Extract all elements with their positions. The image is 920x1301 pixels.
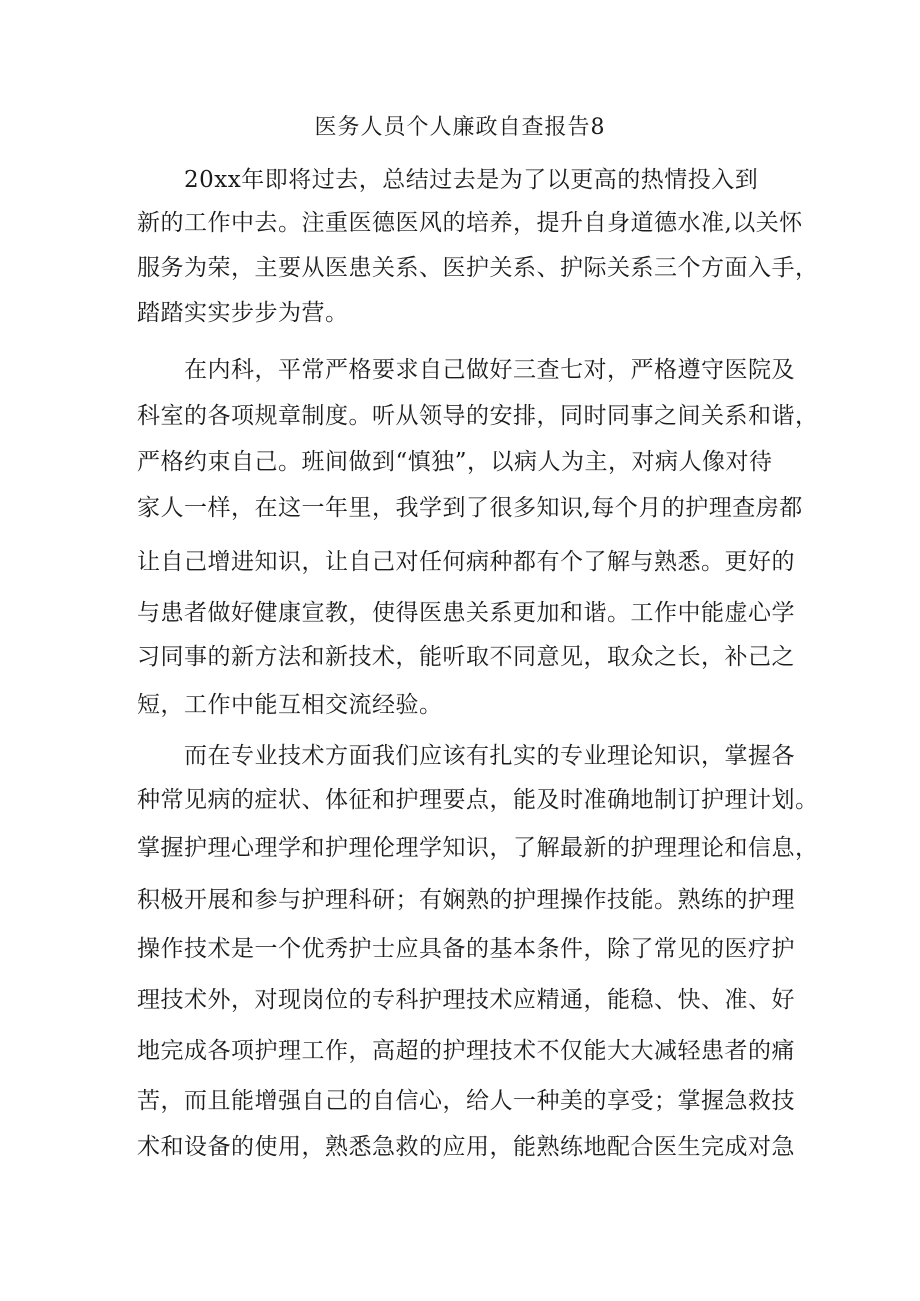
paragraph-3-line-1: 而在专业技术方面我们应该有扎实的专业理论知识，掌握各 bbox=[184, 743, 795, 769]
paragraph-1-line-1: 20xx年即将过去，总结过去是为了以更高的热情投入到 bbox=[184, 167, 759, 193]
paragraph-1-line-3: 服务为荣，主要从医患关系、医护关系、护际关系三个方面入手， bbox=[137, 255, 819, 281]
paragraph-1-line-4: 踏踏实实步步为营。 bbox=[137, 300, 349, 326]
paragraph-2-line-5: 让自己增进知识，让自己对任何病种都有个了解与熟悉。更好的 bbox=[137, 549, 795, 575]
paragraph-3-line-8: 苦，而且能增强自己的自信心，给人一种美的享受；掌握急救技 bbox=[137, 1088, 795, 1114]
paragraph-3-line-5: 操作技术是一个优秀护士应具备的基本条件，除了常见的医疗护 bbox=[137, 936, 795, 962]
paragraph-3-line-9: 术和设备的使用，熟悉急救的应用，能熟练地配合医生完成对急 bbox=[137, 1134, 795, 1160]
document-title: 医务人员个人廉政自查报告8 bbox=[314, 115, 606, 140]
paragraph-2-line-8: 短，工作中能互相交流经验。 bbox=[137, 692, 443, 718]
paragraph-2-line-7: 习同事的新方法和新技术，能听取不同意见，取众之长，补己之 bbox=[137, 644, 795, 670]
paragraph-2-line-1: 在内科，平常严格要求自己做好三查七对，严格遵守医院及 bbox=[184, 357, 795, 383]
paragraph-3-line-4: 积极开展和参与护理科研；有娴熟的护理操作技能。熟练的护理 bbox=[137, 887, 795, 913]
paragraph-3-line-2: 种常见病的症状、体征和护理要点，能及时准确地制订护理计划。 bbox=[137, 787, 819, 813]
paragraph-2-line-2: 科室的各项规章制度。听从领导的安排，同时同事之间关系和谐， bbox=[137, 403, 819, 429]
paragraph-3-line-3: 掌握护理心理学和护理伦理学知识，了解最新的护理理论和信息， bbox=[137, 835, 819, 861]
paragraph-2-line-4: 家人一样，在这一年里，我学到了很多知识,每个月的护理查房都 bbox=[137, 495, 803, 521]
paragraph-1-line-2: 新的工作中去。注重医德医风的培养，提升自身道德水准,以关怀 bbox=[137, 210, 803, 236]
paragraph-2-line-6: 与患者做好健康宣教，使得医患关系更加和谐。工作中能虚心学 bbox=[137, 600, 795, 626]
paragraph-2-line-3: 严格约束自己。班间做到“慎独”，以病人为主，对病人像对待 bbox=[137, 449, 773, 475]
paragraph-3-line-6: 理技术外，对现岗位的专科护理技术应精通，能稳、快、准、好 bbox=[137, 987, 795, 1013]
paragraph-3-line-7: 地完成各项护理工作，高超的护理技术不仅能大大减轻患者的痛 bbox=[137, 1038, 795, 1064]
